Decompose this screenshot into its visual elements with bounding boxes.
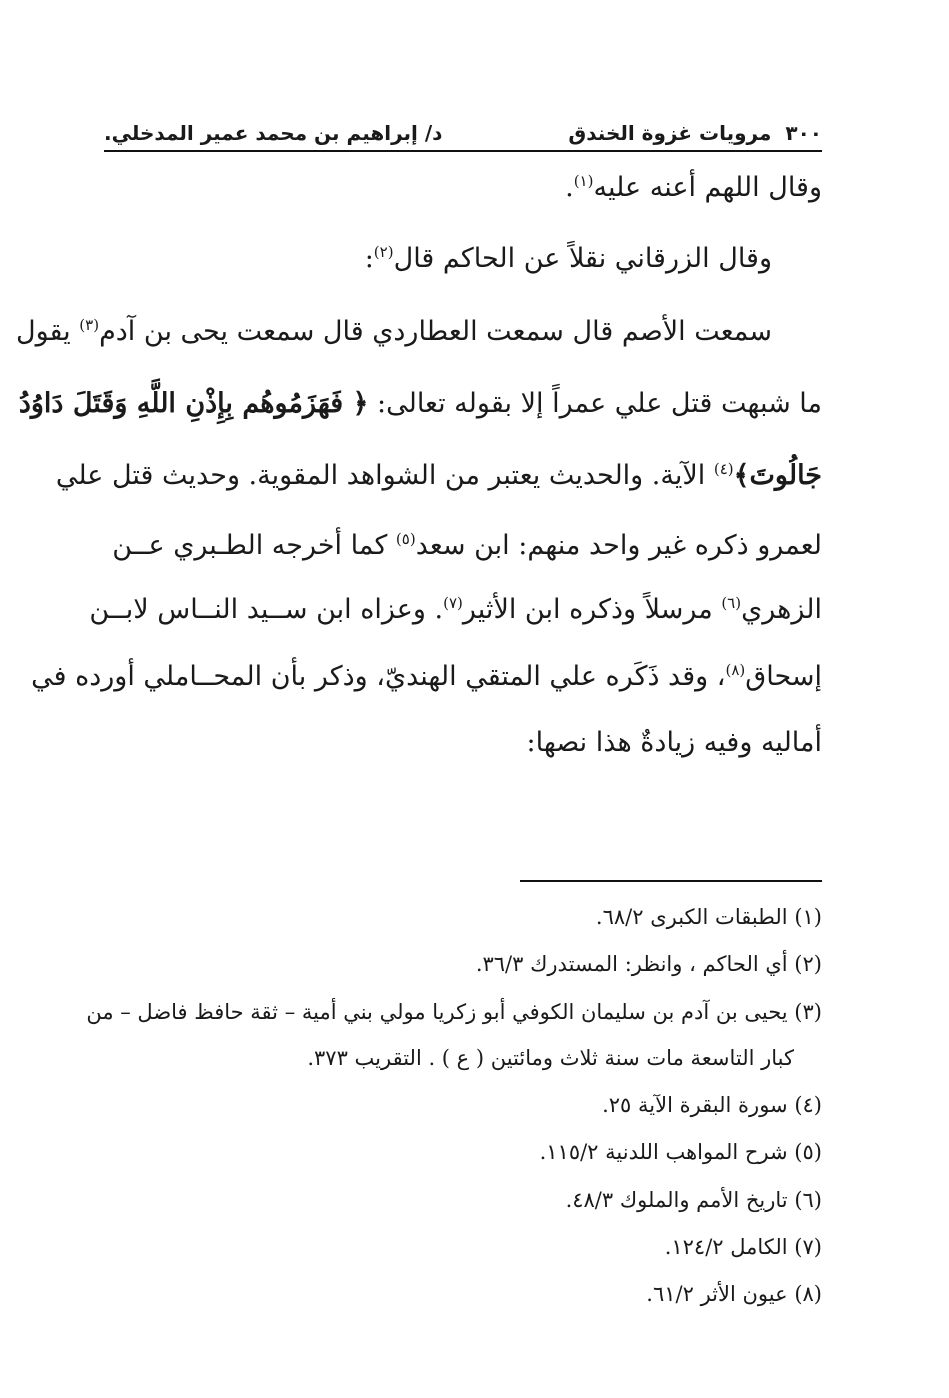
body-line-3 xyxy=(15,316,822,347)
body-text: الزهري xyxy=(741,594,822,625)
body-line-4 xyxy=(18,388,822,419)
footnote-1: (١) الطبقات الكبرى ٦٨/٢. xyxy=(595,905,822,929)
body-line-5 xyxy=(55,460,822,491)
body-text: مرسلاً وذكره ابن الأثير xyxy=(462,594,722,625)
footnote-ref: (٨) xyxy=(725,661,746,679)
author-name: د/ إبراهيم بن محمد عمير المدخلي. xyxy=(104,121,443,145)
footnote-ref: (٦) xyxy=(721,594,742,612)
body-line-8 xyxy=(31,661,822,692)
body-text: أماليه وفيه زيادةٌ هذا نصها: xyxy=(526,727,822,758)
footnote-3-continued xyxy=(104,1046,822,1070)
footnote-ref: (٢) xyxy=(373,243,394,261)
running-header xyxy=(104,118,822,148)
quran-verse: جَالُوتَ﴾ xyxy=(733,460,822,491)
footnote-ref: (١) xyxy=(573,172,594,190)
footnote-separator xyxy=(520,880,822,882)
footnote-ref: (٥) xyxy=(395,530,416,548)
body-text: لعمرو ذكره غير واحد منهم: ابن سعد xyxy=(415,530,822,561)
footnote-8: (٨) عيون الأثر ٦١/٢. xyxy=(646,1282,822,1306)
book-title: مرويات غزوة الخندق xyxy=(568,121,772,145)
body-line-2 xyxy=(104,243,822,274)
body-text: وقال اللهم أعنه عليه xyxy=(593,172,822,203)
body-line-1 xyxy=(104,172,822,203)
body-line-6 xyxy=(104,530,822,561)
page-number: ٣٠٠ xyxy=(785,121,822,145)
footnote-3: (٣) يحيى بن آدم بن سليمان الكوفي أبو زكريا مولي بني أمية – ثقة حافظ فاضل – من xyxy=(86,1000,822,1024)
body-line-7 xyxy=(89,594,822,625)
footnote-4: (٤) سورة البقرة الآية ٢٥. xyxy=(602,1093,822,1117)
quran-verse: ﴿ فَهَزَمُوهُم بِإِذْنِ اللَّهِ وَقَتَلَ دَاوُدُ xyxy=(18,388,369,419)
footnote-3-line-2: كبار التاسعة مات سنة ثلاث ومائتين ( ع ) . التقريب ٣٧٣. xyxy=(307,1046,794,1070)
footnote-6: (٦) تاريخ الأمم والملوك ٤٨/٣. xyxy=(565,1188,822,1212)
footnote-5: (٥) شرح المواهب اللدنية ١١٥/٢. xyxy=(539,1140,822,1164)
body-text: كما أخرجه الطـبري عــن xyxy=(112,530,396,561)
body-line-9 xyxy=(104,727,822,758)
body-text: . وعزاه ابن ســيد النــاس لابــن xyxy=(89,594,444,625)
header-rule xyxy=(104,150,822,152)
body-text: ، وقد ذَكَره علي المتقي الهنديّ، وذكر بأن المحــاملي أورده في xyxy=(31,661,726,692)
footnote-ref: (٧) xyxy=(443,594,463,612)
body-text: سمعت الأصم قال سمعت العطاردي قال سمعت يحى بن آدم xyxy=(99,316,772,347)
body-text: يقول xyxy=(15,316,80,347)
footnote-ref: (٤) xyxy=(713,460,734,478)
footnote-7: (٧) الكامل ١٢٤/٢. xyxy=(664,1235,822,1259)
body-text: ما شبهت قتل علي عمراً إلا بقوله تعالى: xyxy=(368,388,822,419)
body-text: : xyxy=(364,243,374,274)
footnote-2: (٢) أي الحاكم ، وانظر: المستدرك ٣٦/٣. xyxy=(475,952,822,976)
body-text: . xyxy=(565,172,574,203)
body-text: وقال الزرقاني نقلاً عن الحاكم قال xyxy=(393,243,772,274)
footnote-ref: (٣) xyxy=(79,316,100,334)
body-text: إسحاق xyxy=(745,661,822,692)
body-text: الآية. والحديث يعتبر من الشواهد المقوية. وحديث قتل علي xyxy=(55,460,714,491)
